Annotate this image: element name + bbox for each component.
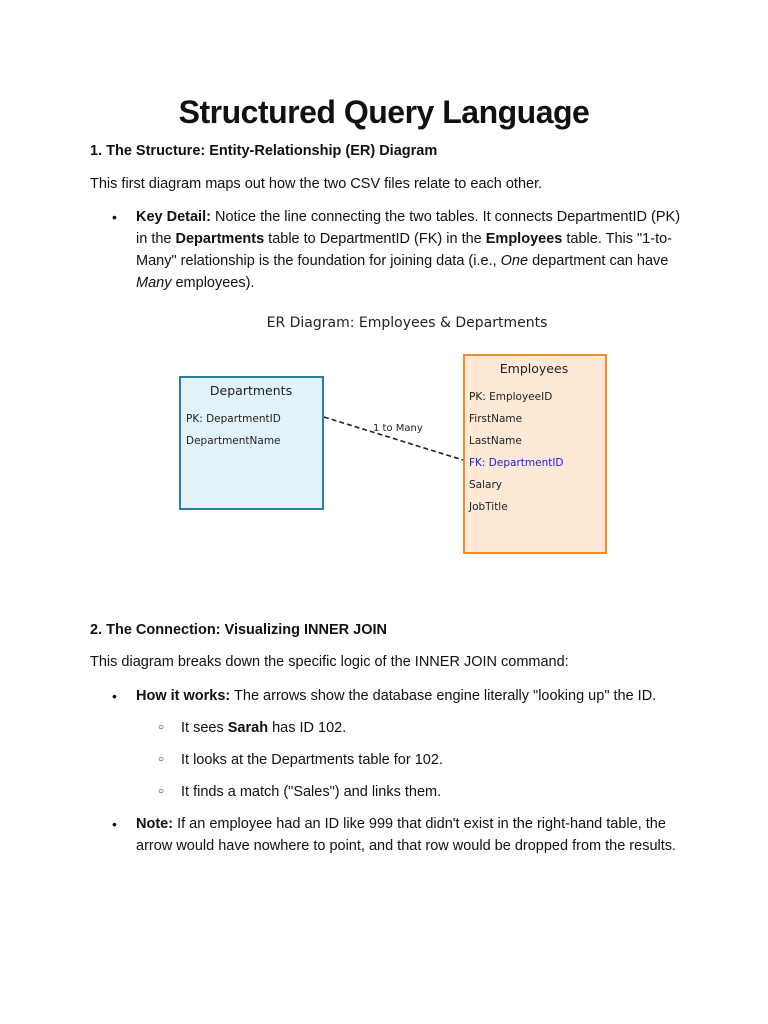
relationship-label: 1 to Many: [373, 423, 423, 434]
key-detail-text-1: Notice the line connecting the two tables. It connects DepartmentID (PK) in the: [136, 209, 681, 247]
section2-heading: 2. The Connection: Visualizing INNER JOIN: [90, 622, 388, 638]
er-diagram: [170, 305, 630, 575]
employees-field: FirstName: [469, 413, 523, 425]
employees-table-name: Employees: [499, 361, 569, 376]
employees-fk-field: FK: DepartmentID: [469, 457, 564, 469]
employees-field: Salary: [469, 479, 502, 491]
section2-intro: This diagram breaks down the specific logic of the INNER JOIN command:: [90, 654, 569, 670]
sub-bullet-text: It finds a match ("Sales") and links them.: [181, 784, 442, 800]
section1-intro: This first diagram maps out how the two CSV files relate to each other.: [90, 176, 543, 192]
sub-bullet: [181, 781, 441, 803]
sub-bullet-text: It looks at the Departments table for 102.: [181, 752, 443, 768]
sub-bullet-text: has ID 102.: [268, 720, 347, 736]
employees-field: PK: EmployeeID: [469, 391, 553, 403]
er-diagram-title: ER Diagram: Employees & Departments: [266, 315, 548, 331]
employees-field: JobTitle: [469, 501, 508, 513]
sub-bullet: [181, 717, 346, 739]
key-detail-label: Key Detail:: [136, 209, 211, 225]
note-text: If an employee had an ID like 999 that didn't exist in the right-hand table, the arrow would have nowhere to point, and that row would be dropped from the results.: [136, 816, 677, 854]
how-it-works-bullet: [136, 685, 681, 707]
employees-field: LastName: [469, 435, 522, 447]
key-detail-text-3: table. This "1-to-Many" relationship is the foundation for joining data (i.e.,: [136, 231, 672, 269]
note-label: Note:: [136, 816, 174, 832]
departments-table-name: Departments: [209, 383, 293, 398]
note-bullet: [136, 813, 681, 857]
departments-field: PK: DepartmentID: [186, 413, 281, 425]
page-title: Structured Query Language: [178, 94, 590, 130]
how-it-works-label: How it works:: [136, 688, 231, 704]
departments-bold: Departments: [175, 231, 265, 247]
many-italic: Many: [136, 275, 172, 291]
key-detail-text-2: table to DepartmentID (FK) in the: [264, 231, 486, 247]
departments-field: DepartmentName: [186, 435, 281, 447]
employees-bold: Employees: [485, 231, 563, 247]
section1-heading: 1. The Structure: Entity-Relationship (ER) Diagram: [90, 143, 438, 159]
one-italic: One: [500, 253, 529, 269]
key-detail-text-4: department can have: [528, 253, 669, 269]
employees-table: [464, 355, 606, 553]
key-detail-text-5: employees).: [171, 275, 255, 291]
sub-bullet-text: It sees: [181, 720, 228, 736]
sarah-bold: Sarah: [227, 720, 269, 736]
how-it-works-text: The arrows show the database engine literally "looking up" the ID.: [230, 688, 657, 704]
sub-bullet: [181, 749, 443, 771]
key-detail-bullet: [136, 206, 681, 294]
